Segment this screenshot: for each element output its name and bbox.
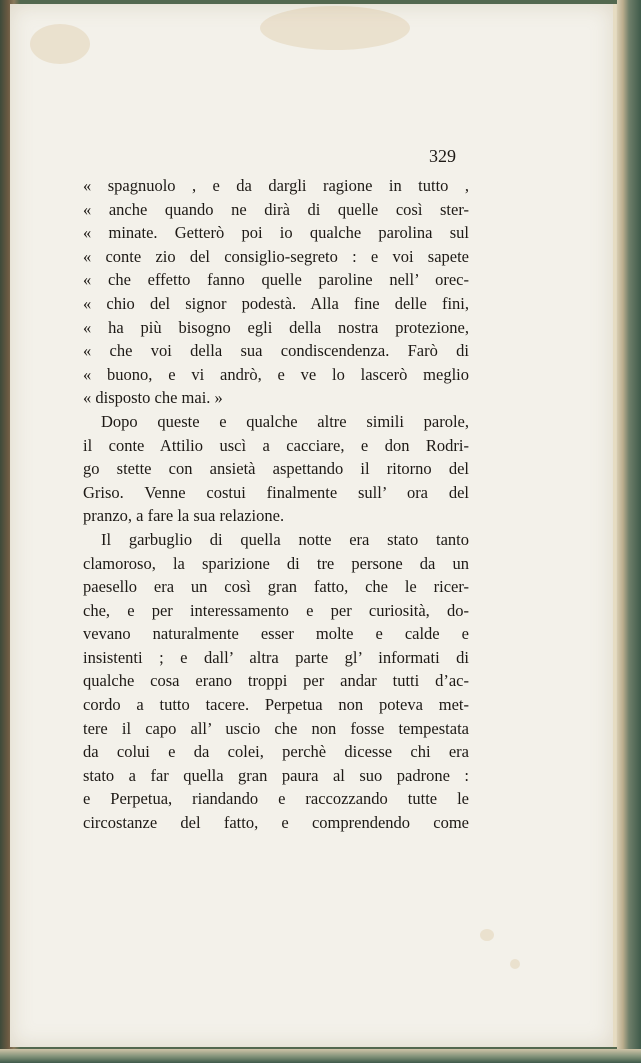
text-line: « che voi della sua condiscendenza. Farò di <box>83 341 469 361</box>
book-page <box>10 4 616 1047</box>
foxing-stain <box>480 929 494 941</box>
text-line: cordo a tutto tacere. Perpetua non poteva met- <box>83 695 469 715</box>
text-line: « disposto che mai. » <box>83 388 223 408</box>
text-line: go stette con ansietà aspettando il ritorno del <box>83 459 469 479</box>
text-line: Il garbuglio di quella notte era stato tanto <box>101 529 469 549</box>
text-line: stato a far quella gran paura al suo padrone : <box>83 765 469 785</box>
text-line: « minate. Getterò poi io qualche parolina sul <box>83 223 469 243</box>
text-line: da colui e da colei, perchè dicesse chi era <box>83 742 469 762</box>
text-line: clamoroso, la sparizione di tre persone da un <box>83 553 469 573</box>
text-line: circostanze del fatto, e comprendendo come <box>83 813 469 833</box>
text-line: « spagnuolo , e da dargli ragione in tutto , <box>83 176 469 195</box>
text-line: « ha più bisogno egli della nostra protezione, <box>83 317 469 337</box>
text-line: qualche cosa erano troppi per andar tutti d’ac- <box>83 671 469 691</box>
text-line: pranzo, a fare la sua relazione. <box>83 506 285 526</box>
text-line: insistenti ; e dall’ altra parte gl’ informati di <box>83 647 469 667</box>
foxing-stain <box>510 959 520 969</box>
text-line: « chio del signor podestà. Alla fine delle fini, <box>83 293 469 313</box>
text-lines <box>83 174 469 835</box>
text-line: paesello era un così gran fatto, che le ricer- <box>83 577 469 597</box>
text-line: vevano naturalmente esser molte e calde e <box>83 624 469 644</box>
text-line: Dopo queste e qualche altre simili parole, <box>101 411 469 431</box>
foxing-stain <box>260 6 410 50</box>
text-line: « anche quando ne dirà di quelle così ster- <box>83 199 469 219</box>
page-edges-bottom <box>0 1049 641 1063</box>
text-line: « buono, e vi andrò, e ve lo lascerò meglio <box>83 364 469 384</box>
text-line: « che effetto fanno quelle paroline nell’ orec- <box>83 270 469 290</box>
text-line: e Perpetua, riandando e raccozzando tutte le <box>83 789 469 809</box>
page-edges-right <box>617 0 641 1063</box>
text-line: il conte Attilio uscì a cacciare, e don Rodri- <box>83 435 469 455</box>
page-number: 329 <box>429 146 456 166</box>
foxing-stain <box>30 24 90 64</box>
text-line: tere il capo all’ uscio che non fosse tempestata <box>83 718 469 738</box>
text-line: « conte zio del consiglio-segreto : e voi sapete <box>83 246 469 266</box>
text-line: che, e per interessamento e per curiosità, do- <box>83 600 469 620</box>
text-line: Griso. Venne costui finalmente sull’ ora del <box>83 482 469 502</box>
